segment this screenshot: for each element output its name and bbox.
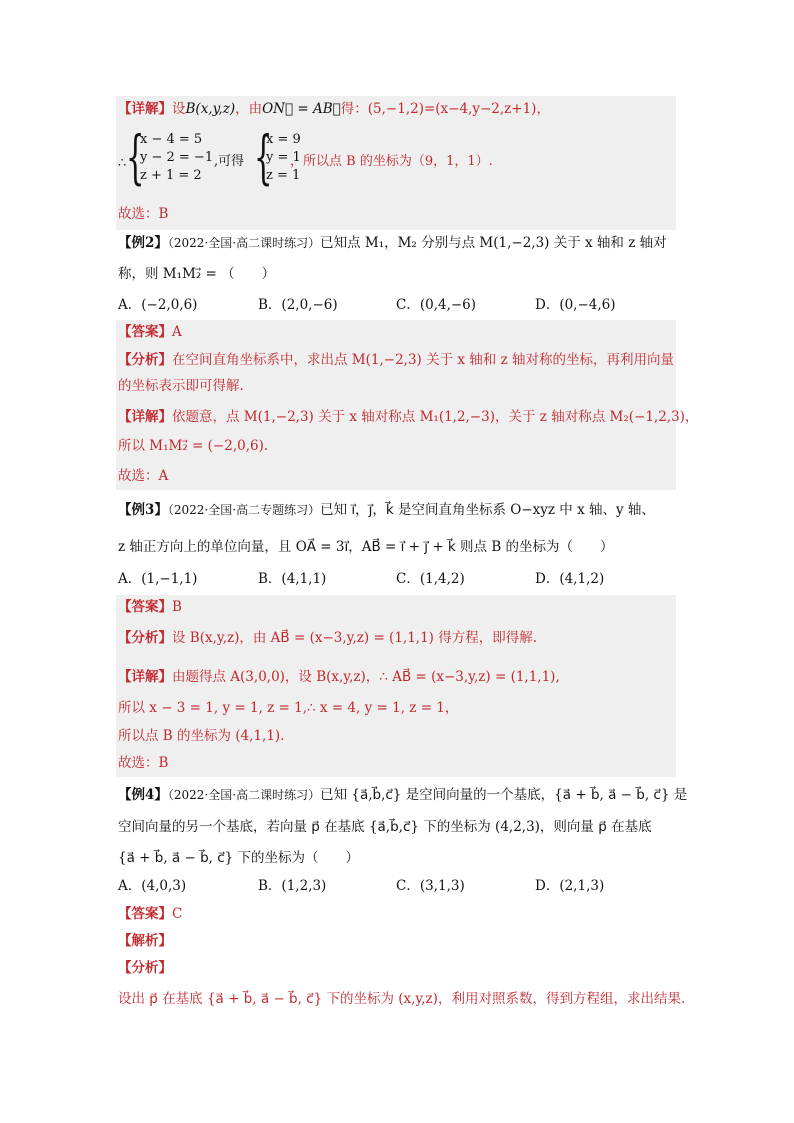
example-4-option-c[interactable]: C．(3,1,3) — [396, 878, 465, 894]
example-2-choose: 故选：A — [118, 468, 169, 484]
example-4-option-b[interactable]: B．(1,2,3) — [258, 878, 327, 894]
example-4-analysis-1: 设出 p⃗ 在基底 {a⃗ + b⃗, a⃗ − b⃗, c⃗} 下的坐标为 (x,y,z)，利用对照系数，得到方程组，求出结果. — [118, 991, 686, 1007]
example-3-detail-3: 所以点 B 的坐标为 (4,1,1). — [118, 728, 285, 744]
example-4-stem-line-2: 空间向量的另一个基底，若向量 p⃗ 在基底 {a⃗,b⃗,c⃗} 下的坐标为 (4,2,3)，则向量 p⃗ 在基底 — [118, 819, 652, 835]
example-3-option-d[interactable]: D．(4,1,2) — [535, 571, 605, 587]
equation-system-1: x − 4 = 5 y − 2 = −1 z + 1 = 2 — [140, 132, 214, 183]
can-get-text: ,可得 — [214, 154, 245, 169]
equation-system-2: x = 9 y = 1 z = 1 — [266, 132, 301, 183]
example-4-tag: 【例4】 — [118, 787, 168, 803]
example-4-stem-line-1: 【例4】（2022·全国·高二课时练习）已知 {a⃗,b⃗,c⃗} 是空间向量的一个基底，{a⃗ + b⃗, a⃗ − b⃗, c⃗} 是 — [118, 787, 688, 803]
example-2-tag: 【例2】 — [118, 235, 168, 251]
example-3-option-c[interactable]: C．(1,4,2) — [396, 571, 465, 587]
example-3-detail-2: 所以 x − 3 = 1, y = 1, z = 1,∴ x = 4, y = 1, z = 1， — [118, 700, 459, 716]
example-3-tag: 【例3】 — [118, 502, 168, 518]
brace-left-1: { — [126, 123, 145, 191]
example-2-option-c[interactable]: C．(0,4,−6) — [396, 297, 477, 313]
example-3-answer: 【答案】B — [118, 599, 182, 615]
choose-line-1: 故选：B — [118, 206, 169, 222]
example-4-stem-line-3: {a⃗ + b⃗, a⃗ − b⃗, c⃗} 下的坐标为（ ） — [118, 850, 360, 866]
example-2-detail-2: 所以 M₁M₂⃗ = (−2,0,6). — [118, 438, 269, 454]
example-3-choose: 故选：B — [118, 755, 169, 771]
example-4-analysis-tag: 【分析】 — [118, 960, 172, 976]
conclusion-text: ，所以点 B 的坐标为（9，1，1）. — [290, 154, 493, 169]
example-2-detail-1: 【详解】依题意，点 M(1,−2,3) 关于 x 轴对称点 M₁(1,2,−3)，关于 z 轴对称点 M₂(−1,2,3)， — [118, 409, 699, 425]
therefore-symbol: ∴ — [118, 156, 127, 171]
example-4-option-d[interactable]: D．(2,1,3) — [535, 878, 605, 894]
example-2-option-d[interactable]: D．(0,−4,6) — [535, 297, 616, 313]
example-2-option-b[interactable]: B．(2,0,−6) — [258, 297, 338, 313]
example-2-answer: 【答案】A — [118, 324, 182, 340]
example-2-analysis-1: 【分析】在空间直角坐标系中，求出点 M(1,−2,3) 关于 x 轴和 z 轴对称的坐标，再利用向量 — [118, 352, 674, 368]
example-4-answer: 【答案】C — [118, 906, 183, 922]
example-3-option-a[interactable]: A．(1,−1,1) — [118, 571, 198, 587]
example-3-stem-line-2: z 轴正方向上的单位向量，且 OA⃗ = 3i⃗，AB⃗ = i⃗ + j⃗ + k⃗ 则点 B 的坐标为（ ） — [118, 539, 614, 555]
solution-shade-2 — [116, 320, 676, 490]
brace-left-2: { — [254, 123, 273, 191]
detail-line-1: 【详解】设B(x,y,z)，由ON⃗ = AB⃗得：(5,−1,2)=(x−4,y−2,z+1)， — [118, 101, 550, 117]
example-2-option-a[interactable]: A．(−2,0,6) — [118, 297, 198, 313]
example-3-stem-line-1: 【例3】（2022·全国·高二专题练习）已知 i⃗，j⃗，k⃗ 是空间直角坐标系 O−xyz 中 x 轴、y 轴、 — [118, 502, 655, 518]
example-4-option-a[interactable]: A．(4,0,3) — [118, 878, 187, 894]
example-2-stem-line-2: 称，则 M₁M₂⃗ = （ ） — [118, 266, 276, 282]
example-3-option-b[interactable]: B．(4,1,1) — [258, 571, 327, 587]
example-2-stem-line-1: 【例2】（2022·全国·高二课时练习）已知点 M₁，M₂ 分别与点 M(1,−2,3) 关于 x 轴和 z 轴对 — [118, 235, 667, 251]
example-3-detail-1: 【详解】由题得点 A(3,0,0)，设 B(x,y,z)，∴ AB⃗ = (x−3,y,z) = (1,1,1), — [118, 669, 560, 685]
example-4-jiexi-tag: 【解析】 — [118, 933, 172, 949]
detail-tag: 【详解】 — [118, 101, 172, 117]
example-3-analysis-1: 【分析】设 B(x,y,z)，由 AB⃗ = (x−3,y,z) = (1,1,1) 得方程，即得解. — [118, 630, 538, 646]
solution-shade-3 — [116, 595, 676, 777]
example-2-analysis-2: 的坐标表示即可得解. — [118, 378, 244, 394]
